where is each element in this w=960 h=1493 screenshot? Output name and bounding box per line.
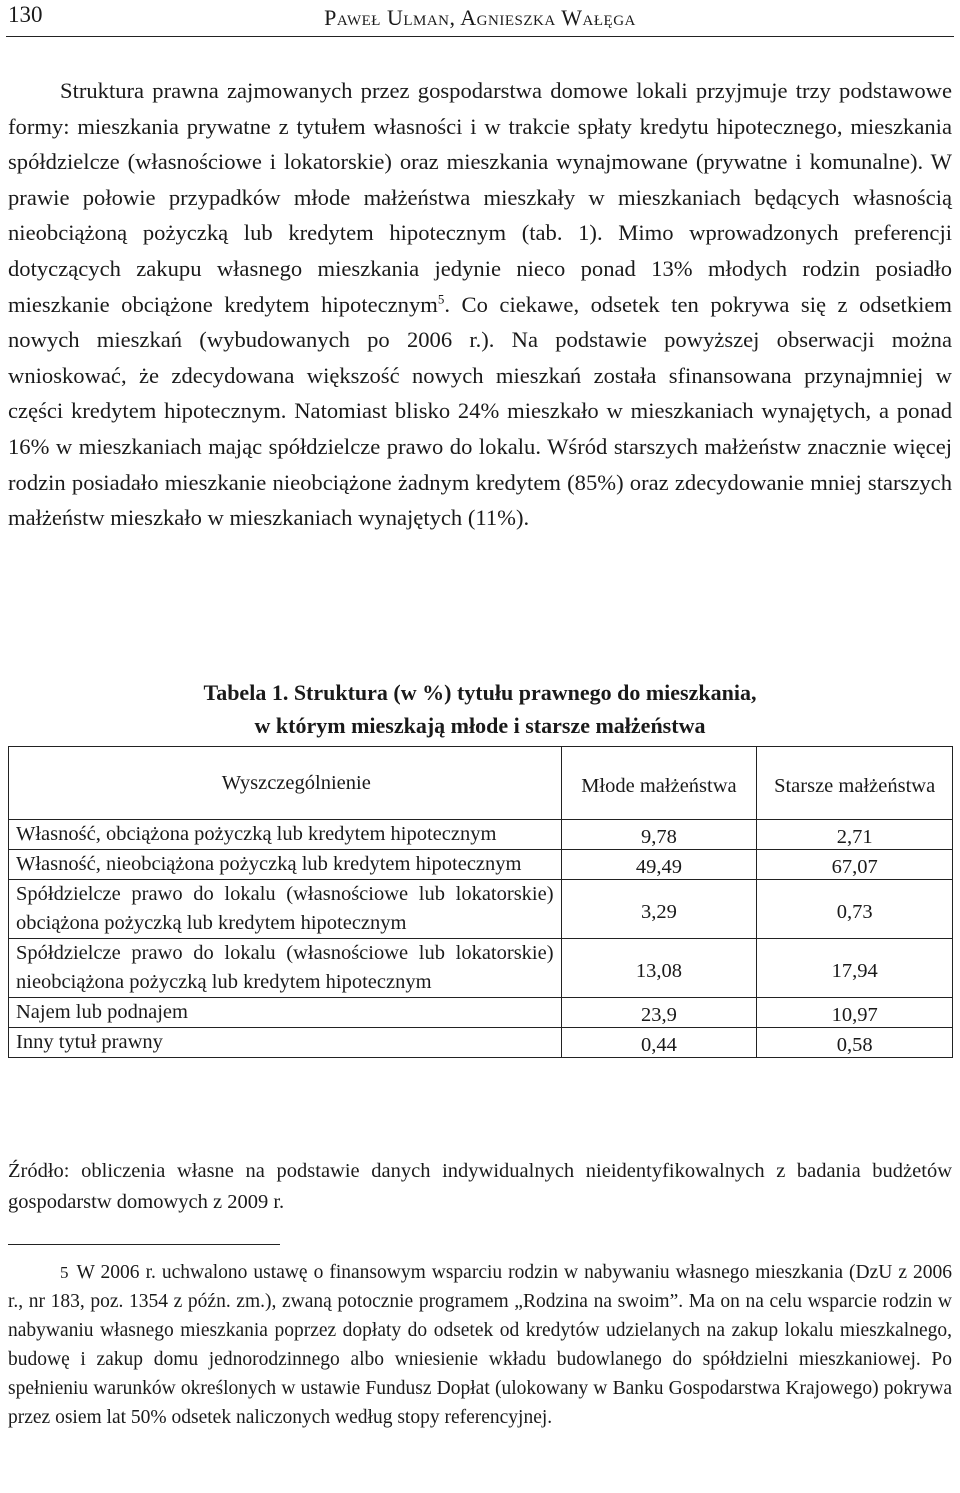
footnote-divider	[8, 1244, 280, 1245]
table-row	[9, 998, 953, 1028]
data-table	[8, 746, 953, 1058]
row-young-value: 13,08	[561, 939, 757, 998]
running-title: Paweł Ulman, Agnieszka Wałęga	[324, 5, 636, 30]
row-label: Najem lub podnajem	[9, 998, 562, 1028]
row-label: Własność, obciążona pożyczką lub kredytem hipotecznym	[9, 820, 562, 850]
table-source-note: Źródło: obliczenia własne na podstawie danych indywidualnych nieidentyfikowalnych z badania budżetów gospodarstw domowych z 2009 r.	[8, 1160, 952, 1213]
table-row	[9, 1028, 953, 1058]
footnote-reference[interactable]: 5	[437, 291, 445, 307]
table-row	[9, 939, 953, 998]
footnote-number: 5	[60, 1263, 69, 1282]
row-young-value: 23,9	[561, 998, 757, 1028]
table-row	[9, 880, 953, 939]
footnote-text: W 2006 r. uchwalono ustawę o finansowym wsparciu rodzin w nabywaniu własnego mieszkania (DzU z 2006 r., nr 183, poz. 1354 z późn. zm.), zwaną potocznie programem „Rodzina na swoim”. Ma on na celu wsparcie rodzin w nabywaniu własnego mieszkania poprzez dopłaty do odsetek od kredytów udzielanych na zakup lokalu mieszkalnego, budowę i zakup domu jednorodzinnego albo wniesienie wkładu budowlanego do spółdzielni mieszkaniowej. Po spełnieniu warunków określonych w ustawie Fundusz Dopłat (ulokowany w Banku Gospodarstwa Krajowego) pokrywa przez osiem lat 50% odsetek naliczonych według stopy referencyjnej.	[8, 1262, 952, 1428]
row-old-value: 0,73	[757, 880, 953, 939]
row-young-value: 3,29	[561, 880, 757, 939]
row-label: Własność, nieobciążona pożyczką lub kredytem hipotecznym	[9, 850, 562, 880]
row-old-value: 2,71	[757, 820, 953, 850]
row-old-value: 10,97	[757, 998, 953, 1028]
row-young-value: 9,78	[561, 820, 757, 850]
table-header-row	[9, 747, 953, 820]
table-caption-line-2: w którym mieszkają młode i starsze małżeństwa	[254, 713, 706, 738]
header-label: Wyszczególnienie	[9, 747, 562, 820]
row-label: Spółdzielcze prawo do lokalu (własnościowe lub lokatorskie) obciążona pożyczką lub kredytem hipotecznym	[9, 880, 562, 939]
row-old-value: 67,07	[757, 850, 953, 880]
row-old-value: 17,94	[757, 939, 953, 998]
row-young-value: 0,44	[561, 1028, 757, 1058]
table-caption	[0, 676, 960, 742]
table-caption-line-1: Tabela 1. Struktura (w %) tytułu prawnego do mieszkania,	[203, 680, 757, 705]
page-header	[6, 0, 954, 37]
body-text-continued: . Co ciekawe, odsetek ten pokrywa się z odsetkiem nowych mieszkań (wybudowanych po 2006 r.). Na podstawie powyższej obserwacji można wnioskować, że zdecydowana większość nowych mieszkań została sfinansowana przynajmniej w części kredytem hipotecznym. Natomiast blisko 24% mieszkało w mieszkaniach wynajętych, a ponad 16% w mieszkaniach mając spółdzielcze prawo do lokalu. Wśród starszych małżeństw znacznie więcej rodzin posiadało mieszkanie nieobciążone żadnym kredytem (85%) oraz zdecydowanie mniej starszych małżeństw mieszkało w mieszkaniach wynajętych (11%).	[8, 291, 952, 531]
row-old-value: 0,58	[757, 1028, 953, 1058]
body-paragraph	[8, 73, 952, 536]
table-row	[9, 820, 953, 850]
header-young: Młode małżeństwa	[561, 747, 757, 820]
row-label: Spółdzielcze prawo do lokalu (własnościowe lub lokatorskie) nieobciążona pożyczką lub kredytem hipotecznym	[9, 939, 562, 998]
row-young-value: 49,49	[561, 850, 757, 880]
page-number: 130	[8, 2, 43, 27]
footnote	[8, 1258, 952, 1432]
table-row	[9, 850, 953, 880]
body-text: Struktura prawna zajmowanych przez gospodarstwa domowe lokali przyjmuje trzy podstawowe formy: mieszkania prywatne z tytułem własności i w trakcie spłaty kredytu hipotecznego, mieszkania spółdzielcze (własnościowe i lokatorskie) oraz mieszkania wynajmowane (prywatne i komunalne). W prawie połowie przypadków młode małżeństwa mieszkały w mieszkaniach będących własnością nieobciążoną pożyczką lub kredytem hipotecznym (tab. 1). Mimo wprowadzonych preferencji dotyczących zakupu własnego mieszkania jedynie nieco ponad 13% młodych rodzin posiadło mieszkanie obciążone kredytem hipotecznym	[8, 78, 952, 317]
header-old: Starsze małżeństwa	[757, 747, 953, 820]
row-label: Inny tytuł prawny	[9, 1028, 562, 1058]
